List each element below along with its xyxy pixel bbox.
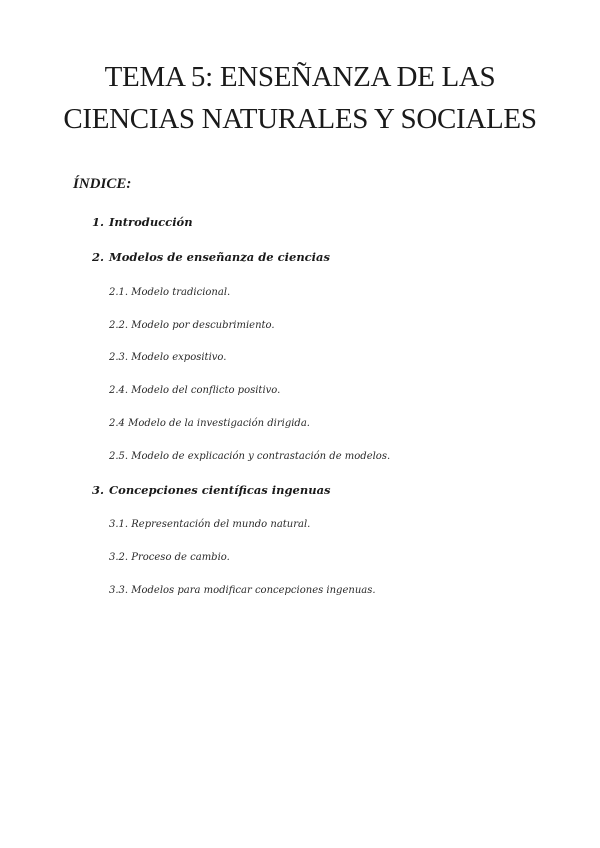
toc-subsection-2-4: 2.4. Modelo del conflicto positivo. [109, 385, 281, 396]
toc-subsection-3-1: 3.1. Representación del mundo natural. [109, 519, 311, 530]
toc-subsection-2-3: 2.3. Modelo expositivo. [109, 352, 227, 363]
toc-section-label: Modelos de enseñanza de ciencias [109, 250, 330, 264]
toc-subsection-2-5: 2.5. Modelo de explicación y contrastación de modelos. [109, 451, 391, 462]
toc-section-number: 1. [92, 215, 105, 229]
toc-section-1 [92, 215, 193, 229]
toc-section-number: 2. [92, 250, 105, 264]
toc-subsection-2-4b: 2.4 Modelo de la investigación dirigida. [109, 418, 310, 429]
toc-subsection-2-2: 2.2. Modelo por descubrimiento. [109, 320, 275, 331]
document-title [0, 56, 600, 140]
title-line-2: CIENCIAS NATURALES Y SOCIALES [63, 103, 537, 135]
toc-section-3 [92, 483, 331, 497]
toc-section-number: 3. [92, 483, 105, 497]
toc-section-label: Concepciones científicas ingenuas [109, 483, 331, 497]
toc-subsection-3-2: 3.2. Proceso de cambio. [109, 552, 230, 563]
toc-section-label: Introducción [109, 215, 193, 229]
toc-subsection-3-3: 3.3. Modelos para modificar concepciones ingenuas. [109, 585, 376, 596]
toc-subsection-2-1: 2.1. Modelo tradicional. [109, 287, 231, 298]
title-line-1: TEMA 5: ENSEÑANZA DE LAS [104, 61, 496, 93]
index-heading: ÍNDICE: [73, 176, 132, 192]
toc-section-2 [92, 250, 330, 264]
